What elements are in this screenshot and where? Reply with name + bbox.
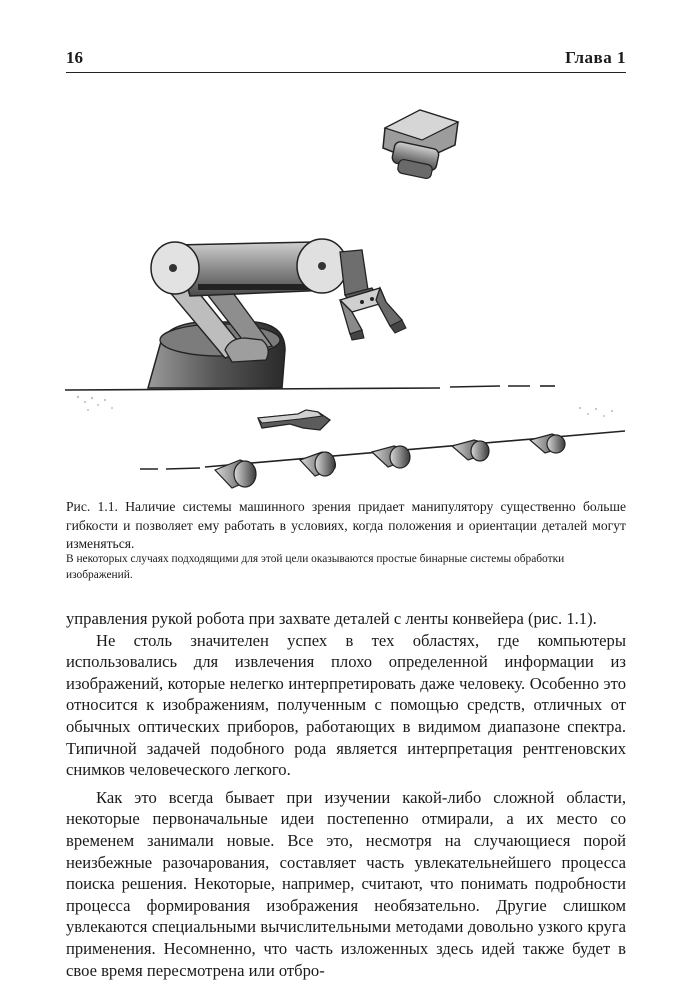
robot-conveyor-illustration <box>55 90 635 490</box>
paragraph-3: Как это всегда бывает при изучении какой-либо сложной области, некоторые первоначальные идеи постепенно отмирали, а их место со временем занимали новые. Все это, несмотря на случающиеся порой неизбежные разочарования, составляет часть увлекательнейшего процесса поиска решения. Некоторые, например, считают, что понимать подробности процесса формирования изображения необязательно. Другие слишком увлекаются специальными вычислительными методами довольно узкого круга применения. Несомненно, что часть изложенных здесь идей также будет в свое время пересмотрена или отбро- <box>66 787 626 980</box>
conveyor-belt-drawing <box>65 386 625 469</box>
chapter-label: Глава 1 <box>565 48 626 67</box>
camera-part-drawing <box>383 110 458 179</box>
paragraph-1: управления рукой робота при захвате деталей с ленты конвейера (рис. 1.1). <box>66 609 597 628</box>
figure-caption-note: В некоторых случаях подходящими для этой цели оказываются простые бинарные системы обработки изображений. <box>66 553 565 581</box>
page-number: 16 <box>66 48 83 67</box>
paragraph-2: Не столь значителен успех в тех областях, где компьютеры использовались для извлечения плохо определенной информации из изображений, которые нелегко интерпретировать даже человеку. Особенно это относится к изображениям, полученным с помощью средств, отличных от обычных оптических приборов, работающих в видимом диапазоне спектра. Типичной задачей подобного рода является интерпретация рентгеновских снимков человеческого легкого. <box>66 630 626 780</box>
figure-caption: Рис. 1.1. Наличие системы машинного зрения придает манипулятору существенно больше гибкости и позволяет ему работать в условиях, когда положения и ориентации деталей могут изменяться. <box>66 499 626 551</box>
workpiece-drawing <box>258 410 330 430</box>
body-text <box>66 608 626 981</box>
header-rule <box>66 72 626 73</box>
